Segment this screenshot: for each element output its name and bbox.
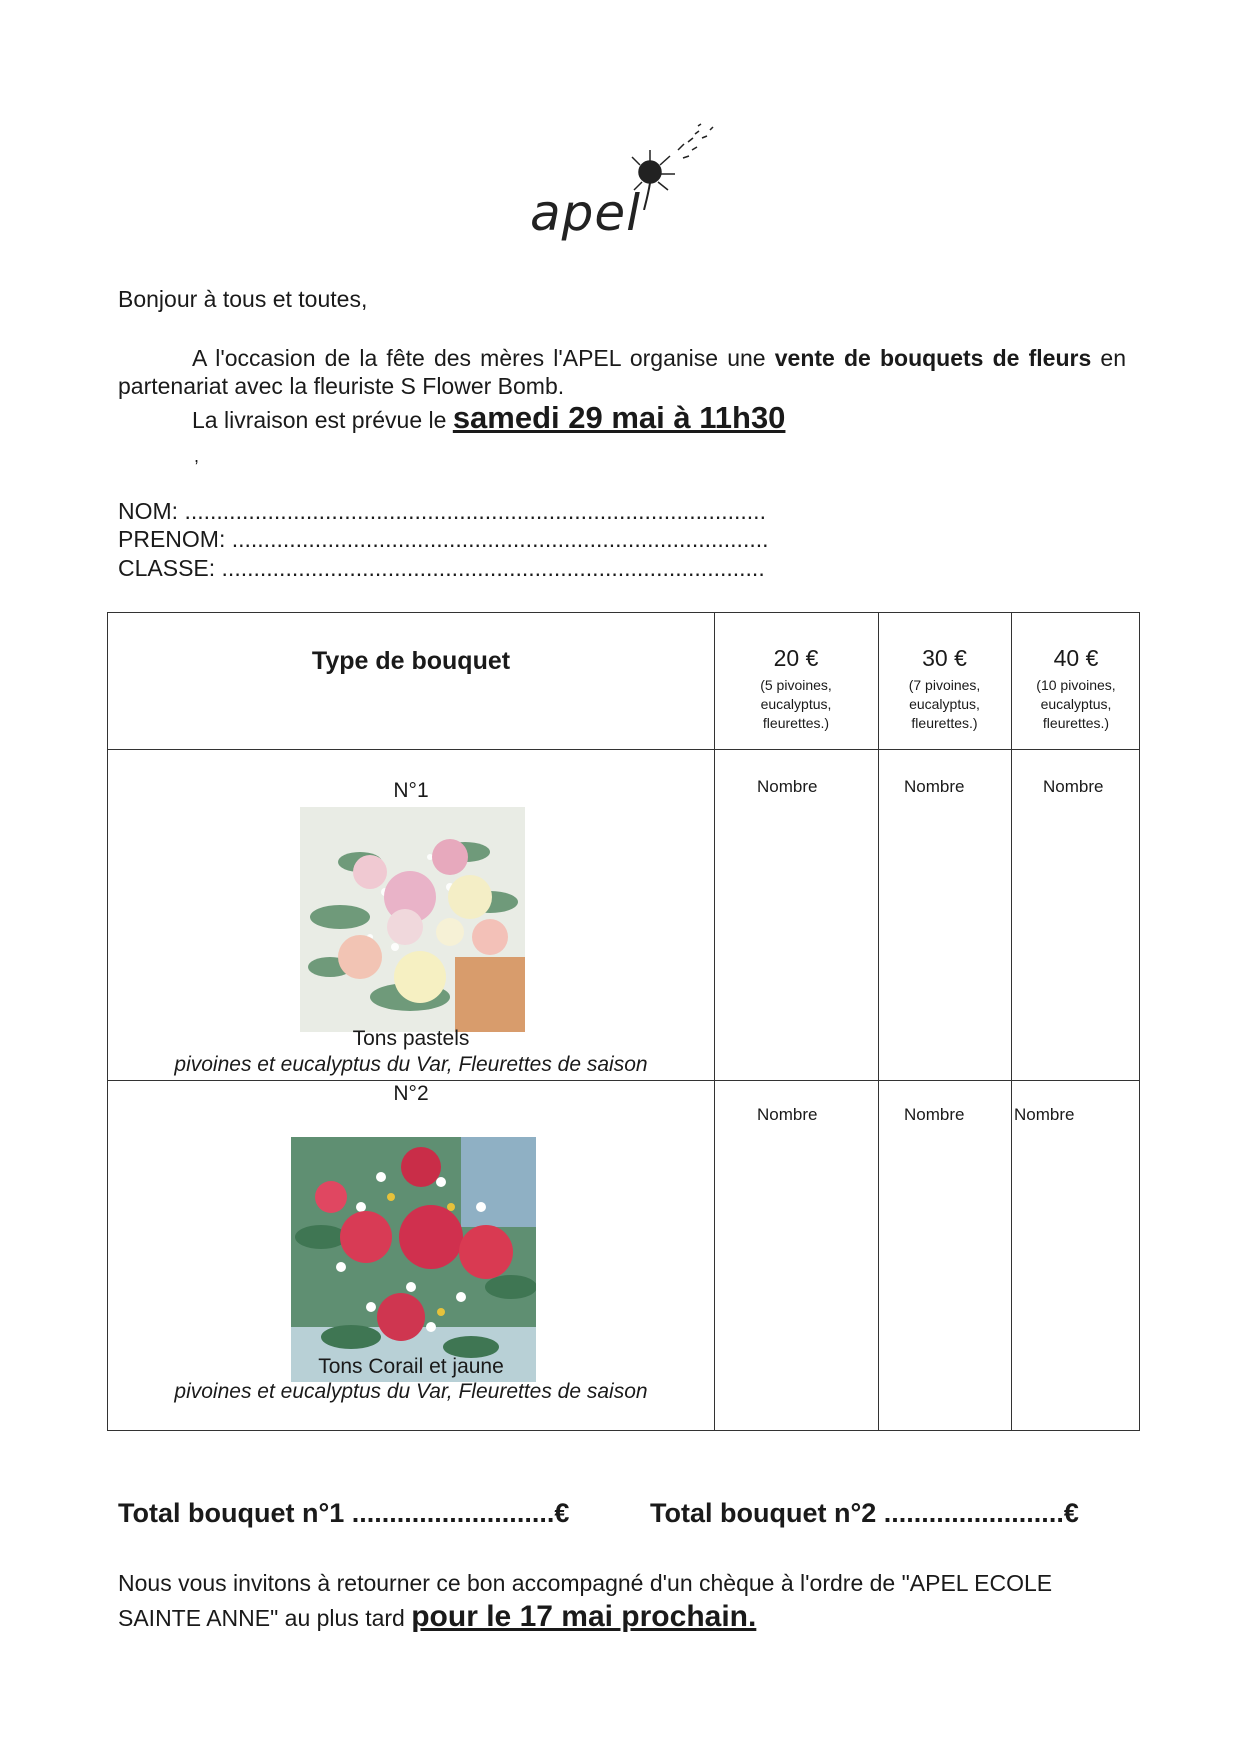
intro-after: en partenariat avec la fleuriste S Flower Bomb. [118,345,1126,399]
price-20 [714,645,878,733]
nom-label: NOM: [118,498,179,524]
price-desc: (10 pivoines, eucalyptus, fleurettes.) [1036,677,1116,731]
qty-label[interactable]: Nombre [904,777,965,796]
price-desc: (5 pivoines, eucalyptus, fleurettes.) [760,677,832,731]
classe-dots: ..................................................................................... [221,555,765,581]
prenom-field[interactable] [118,526,769,553]
greeting: Bonjour à tous et toutes, [118,286,368,312]
logo-text: apel [530,184,642,242]
outro-deadline: pour le 17 mai prochain. [411,1600,757,1633]
total-bouquet-1[interactable] [118,1498,569,1529]
bouquet-number: N°1 [393,779,429,802]
price-amount: 40 € [1053,645,1099,671]
bouquet-number: N°2 [393,1082,429,1105]
bouquet-photo-pastel [300,807,525,1032]
price-desc: (7 pivoines, eucalyptus, fleurettes.) [908,677,981,731]
delivery-label: La livraison est prévue le [192,407,453,433]
bouquet-name: Tons Corail et jaune [318,1355,504,1378]
bouquet-desc: pivoines et eucalyptus du Var, Fleurettes de saison [174,1380,648,1403]
price-amount: 30 € [922,645,967,671]
total-bouquet-2[interactable] [650,1498,1079,1529]
qty-label[interactable]: Nombre [904,1105,965,1124]
intro-text: A l'occasion de la fête des mères l'APEL organise une [192,345,775,371]
bouquet-name: Tons pastels [352,1027,470,1050]
nom-field[interactable] [118,498,766,525]
prenom-label: PRENOM: [118,526,226,552]
table-divider [1011,613,1012,1430]
qty-label[interactable]: Nombre [757,777,818,796]
total-dots: ........................ [883,1498,1064,1528]
delivery-line [192,400,785,436]
outro-text: Nous vous invitons à retourner ce bon accompagné d'un chèque à l'ordre de "APEL ECOLE SAINTE ANNE" au plus tard [118,1570,1053,1631]
intro-paragraph [118,344,1126,400]
header-type: Type de bouquet [311,647,511,675]
apel-logo [520,120,740,260]
table-divider [108,749,1139,750]
qty-label[interactable]: Nombre [1014,1105,1075,1124]
total-dots: ........................... [351,1498,555,1528]
table-divider [108,1080,1139,1081]
qty-label[interactable]: Nombre [757,1105,818,1124]
price-30 [878,645,1011,733]
outro-paragraph [118,1566,1098,1635]
table-divider [714,613,715,1430]
bouquet-photo-coral [291,1137,536,1382]
total-currency: € [554,1498,570,1528]
bouquet-desc: pivoines et eucalyptus du Var, Fleurettes de saison [174,1053,648,1076]
total-currency: € [1063,1498,1079,1528]
total-label: Total bouquet n°2 [650,1498,884,1528]
order-table [107,612,1140,1431]
classe-field[interactable] [118,555,765,582]
price-amount: 20 € [773,645,819,671]
stray-mark: , [194,446,200,466]
price-40 [1011,645,1141,733]
nom-dots: ........................................................................................... [184,498,766,524]
total-label: Total bouquet n°1 [118,1498,352,1528]
qty-label[interactable]: Nombre [1043,777,1104,796]
table-divider [878,613,879,1430]
intro-bold: vente de bouquets de fleurs [774,345,1092,371]
prenom-dots: .................................................................................... [231,526,769,552]
delivery-date: samedi 29 mai à 11h30 [452,400,786,435]
classe-label: CLASSE: [118,555,216,581]
